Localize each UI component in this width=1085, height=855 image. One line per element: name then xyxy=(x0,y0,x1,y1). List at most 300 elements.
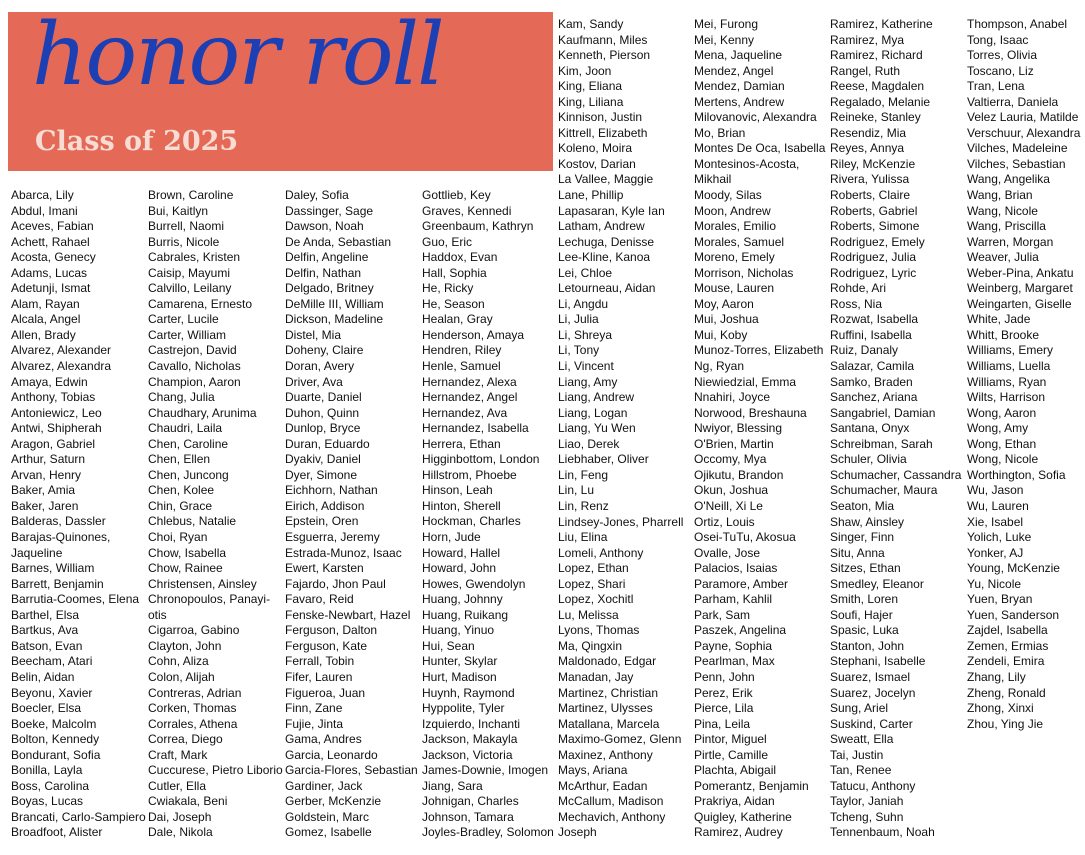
student-name: Allen, Brady xyxy=(11,327,76,342)
student-name: Kostov, Darian xyxy=(558,156,636,171)
student-name: Situ, Anna xyxy=(830,545,885,560)
student-name: Boeke, Malcolm xyxy=(11,716,97,731)
student-name: Reineke, Stanley xyxy=(830,110,921,125)
student-name: Lin, Feng xyxy=(558,467,609,482)
student-name: Matallana, Marcela xyxy=(558,716,660,731)
student-name: Dawson, Noah xyxy=(285,219,364,234)
student-name: Howard, John xyxy=(422,561,497,576)
student-name: Calvillo, Leilany xyxy=(148,281,232,296)
name-column-3 xyxy=(285,188,422,841)
student-name: Wong, Ethan xyxy=(967,436,1037,451)
student-name: Dassinger, Sage xyxy=(285,203,374,218)
student-name: Munoz-Torres, Elizabeth xyxy=(694,343,824,358)
student-name: Yuen, Bryan xyxy=(967,592,1033,607)
name-column-4 xyxy=(422,188,559,841)
student-name: Singer, Finn xyxy=(830,530,895,545)
student-name: Yu, Nicole xyxy=(967,576,1022,591)
student-name: Vilches, Sebastian xyxy=(967,156,1066,171)
student-name: Contreras, Adrian xyxy=(148,685,242,700)
student-name: Hendren, Riley xyxy=(422,343,502,358)
student-name: Schumacher, Cassandra xyxy=(830,467,962,482)
student-name: Zhou, Ying Jie xyxy=(967,716,1044,731)
student-name: Zhang, Lily xyxy=(967,669,1026,684)
student-name: Doheny, Claire xyxy=(285,343,364,358)
student-name: Niewiedzial, Emma xyxy=(694,374,797,389)
student-name: Ortiz, Louis xyxy=(694,514,755,529)
student-name: Quigley, Katherine xyxy=(694,809,792,824)
student-name: Alvarez, Alexandra xyxy=(11,359,112,374)
student-name: Lopez, Shari xyxy=(558,576,626,591)
student-name: Chronopoulos, Panayi- xyxy=(148,592,271,607)
student-name: Wang, Nicole xyxy=(967,203,1038,218)
student-name: Huang, Johnny xyxy=(422,592,503,607)
student-name: Antoniewicz, Leo xyxy=(11,405,102,420)
student-name: Verschuur, Alexandra xyxy=(967,125,1081,140)
student-name: Huang, Ruikang xyxy=(422,607,509,622)
student-name: Montes De Oca, Isabella xyxy=(694,141,826,156)
student-name: Bondurant, Sofia xyxy=(11,747,101,762)
student-name: Suskind, Carter xyxy=(830,716,913,731)
student-name: Young, McKenzie xyxy=(967,561,1060,576)
student-name: Montesinos-Acosta, xyxy=(694,156,800,171)
student-name: Clayton, John xyxy=(148,638,222,653)
student-name: Acosta, Genecy xyxy=(11,250,96,265)
name-column-5 xyxy=(558,17,695,841)
student-name: Johnigan, Charles xyxy=(422,794,519,809)
student-name: Adams, Lucas xyxy=(11,265,88,280)
student-name: Lyons, Thomas xyxy=(558,623,640,638)
student-name: Ma, Qingxin xyxy=(558,638,623,653)
student-name: Tcheng, Suhn xyxy=(830,809,904,824)
student-name: Schuler, Olivia xyxy=(830,452,907,467)
student-name: Morrison, Nicholas xyxy=(694,265,794,280)
student-name: Kittrell, Elizabeth xyxy=(558,125,648,140)
student-name: Eirich, Addison xyxy=(285,498,365,513)
student-name: Christensen, Ainsley xyxy=(148,576,257,591)
student-name: James-Downie, Imogen xyxy=(422,763,549,778)
student-name: Spasic, Luka xyxy=(830,623,899,638)
student-name: Izquierdo, Inchanti xyxy=(422,716,521,731)
student-name: Choi, Ryan xyxy=(148,530,208,545)
student-name: McArthur, Eadan xyxy=(558,778,648,793)
student-name: Wilts, Harrison xyxy=(967,390,1046,405)
student-name: Gama, Andres xyxy=(285,732,362,747)
student-name: Estrada-Munoz, Isaac xyxy=(285,545,402,560)
student-name: Zhong, Xinxi xyxy=(967,701,1034,716)
student-name: Rangel, Ruth xyxy=(830,63,901,78)
student-name: Norwood, Breshauna xyxy=(694,405,807,420)
name-column-8 xyxy=(967,17,1083,732)
student-name: Lapasaran, Kyle Ian xyxy=(558,203,665,218)
student-name: Wang, Priscilla xyxy=(967,219,1046,234)
student-name: Pierce, Lila xyxy=(694,701,754,716)
student-name: Nnahiri, Joyce xyxy=(694,390,771,405)
student-name: Chang, Julia xyxy=(148,390,215,405)
student-name: Koleno, Moira xyxy=(558,141,633,156)
student-name: Rivera, Yulissa xyxy=(830,172,910,187)
student-name: Gerber, McKenzie xyxy=(285,794,382,809)
student-name: Mui, Joshua xyxy=(694,312,759,327)
student-name: Boyas, Lucas xyxy=(11,794,84,809)
student-name: Dickson, Madeline xyxy=(285,312,384,327)
student-name: Letourneau, Aidan xyxy=(558,281,656,296)
student-name: Maxinez, Anthony xyxy=(558,747,653,762)
student-name: Joyles-Bradley, Solomon xyxy=(422,825,554,840)
student-name: Chen, Juncong xyxy=(148,467,229,482)
student-name: Gardiner, Jack xyxy=(285,778,363,793)
student-name: Goldstein, Marc xyxy=(285,809,370,824)
student-name: Paszek, Angelina xyxy=(694,623,787,638)
student-name: Ruffini, Isabella xyxy=(830,327,912,342)
student-name: Liebhaber, Oliver xyxy=(558,452,649,467)
student-name: Eichhorn, Nathan xyxy=(285,483,378,498)
student-name: Torres, Olivia xyxy=(967,48,1038,63)
student-name: King, Liliana xyxy=(558,94,624,109)
student-name: Delfin, Nathan xyxy=(285,265,362,280)
student-name: Mikhail xyxy=(694,172,732,187)
student-name: Anthony, Tobias xyxy=(11,390,96,405)
student-name: Finn, Zane xyxy=(285,701,343,716)
student-name: Alam, Rayan xyxy=(11,296,80,311)
student-name: Boss, Carolina xyxy=(11,778,90,793)
student-name: Aceves, Fabian xyxy=(11,219,94,234)
student-name: Lin, Renz xyxy=(558,498,609,513)
student-name: Chen, Caroline xyxy=(148,436,229,451)
student-name: Garcia, Leonardo xyxy=(285,747,378,762)
student-name: Lin, Lu xyxy=(558,483,595,498)
student-name: Reyes, Annya xyxy=(830,141,905,156)
student-name: Maximo-Gomez, Glenn xyxy=(558,732,682,747)
student-name: Nwiyor, Blessing xyxy=(694,421,783,436)
student-name: Pintor, Miguel xyxy=(694,732,767,747)
student-name: Xie, Isabel xyxy=(967,514,1024,529)
student-name: Lei, Chloe xyxy=(558,265,613,280)
student-name: Baker, Amia xyxy=(11,483,76,498)
student-name: Arthur, Saturn xyxy=(11,452,86,467)
student-name: Hernandez, Angel xyxy=(422,390,518,405)
student-name: Lane, Phillip xyxy=(558,188,624,203)
student-name: Li, Angdu xyxy=(558,296,609,311)
student-name: Kenneth, Pierson xyxy=(558,48,651,63)
student-name: Tai, Justin xyxy=(830,747,884,762)
student-name: Weaver, Julia xyxy=(967,250,1039,265)
student-name: Sung, Ariel xyxy=(830,701,889,716)
student-name: Higginbottom, London xyxy=(422,452,540,467)
student-name: Adetunji, Ismat xyxy=(11,281,91,296)
student-name: Mertens, Andrew xyxy=(694,94,785,109)
name-column-6 xyxy=(694,17,831,841)
student-name: Jackson, Makayla xyxy=(422,732,518,747)
student-name: Gomez, Isabelle xyxy=(285,825,372,840)
name-column-2 xyxy=(148,188,285,841)
student-name: Okun, Joshua xyxy=(694,483,769,498)
student-name: Hernandez, Alexa xyxy=(422,374,517,389)
student-name: Rodriguez, Julia xyxy=(830,250,917,265)
student-name: Plachta, Abigail xyxy=(694,763,777,778)
student-name: White, Jade xyxy=(967,312,1031,327)
student-name: Horn, Jude xyxy=(422,530,481,545)
student-name: Ojikutu, Brandon xyxy=(694,467,784,482)
student-name: Latham, Andrew xyxy=(558,219,645,234)
student-name: Zheng, Ronald xyxy=(967,685,1046,700)
student-name: Dyer, Simone xyxy=(285,467,358,482)
student-name: Stanton, John xyxy=(830,638,905,653)
student-name: Epstein, Oren xyxy=(285,514,359,529)
student-name: Distel, Mia xyxy=(285,327,342,342)
student-name: Ruiz, Danaly xyxy=(830,343,899,358)
student-name: Barnes, William xyxy=(11,561,95,576)
student-name: Chlebus, Natalie xyxy=(148,514,237,529)
student-name: Parham, Kahlil xyxy=(694,592,773,607)
student-name: Manadan, Jay xyxy=(558,669,634,684)
student-name: Alvarez, Alexander xyxy=(11,343,112,358)
student-name: Liang, Logan xyxy=(558,405,628,420)
student-name: Cwiakala, Beni xyxy=(148,794,228,809)
student-name: Schreibman, Sarah xyxy=(830,436,933,451)
student-name: Yonker, AJ xyxy=(967,545,1024,560)
student-name: Kam, Sandy xyxy=(558,17,624,31)
student-name: Herrera, Ethan xyxy=(422,436,501,451)
student-name: Wong, Amy xyxy=(967,421,1029,436)
student-name: Delgado, Britney xyxy=(285,281,374,296)
name-column-1 xyxy=(11,188,148,841)
student-name: Wang, Angelika xyxy=(967,172,1050,187)
student-name: Fujie, Jinta xyxy=(285,716,344,731)
student-name: Burris, Nicole xyxy=(148,234,220,249)
student-name: Palacios, Isaias xyxy=(694,561,778,576)
student-name: Schumacher, Maura xyxy=(830,483,938,498)
student-name: Sanchez, Ariana xyxy=(830,390,918,405)
student-name: Gottlieb, Key xyxy=(422,188,491,202)
student-name: Ramirez, Katherine xyxy=(830,17,933,31)
student-name: Suarez, Jocelyn xyxy=(830,685,916,700)
student-name: Martinez, Christian xyxy=(558,685,659,700)
student-name: Ramirez, Audrey xyxy=(694,825,783,840)
student-name: Liu, Elina xyxy=(558,530,608,545)
student-name: Ovalle, Jose xyxy=(694,545,761,560)
student-name: Barajas-Quinones, xyxy=(11,530,111,545)
student-name: Correa, Diego xyxy=(148,732,223,747)
student-name: Lee-Kline, Kanoa xyxy=(558,250,651,265)
student-name: Beecham, Atari xyxy=(11,654,93,669)
student-name: Duarte, Daniel xyxy=(285,390,362,405)
student-name: Shaw, Ainsley xyxy=(830,514,905,529)
student-name: Corken, Thomas xyxy=(148,701,237,716)
student-name: Suarez, Ismael xyxy=(830,669,911,684)
student-name: Vilches, Madeleine xyxy=(967,141,1068,156)
student-name: Salazar, Camila xyxy=(830,359,915,374)
student-name: Ewert, Karsten xyxy=(285,561,364,576)
student-name: Driver, Ava xyxy=(285,374,343,389)
student-name: Hyppolite, Tyler xyxy=(422,701,505,716)
student-name: Whitt, Brooke xyxy=(967,327,1040,342)
student-name: Occomy, Mya xyxy=(694,452,767,467)
student-name: He, Ricky xyxy=(422,281,474,296)
student-name: Moon, Andrew xyxy=(694,203,771,218)
student-name: Rozwat, Isabella xyxy=(830,312,919,327)
student-name: Mays, Ariana xyxy=(558,763,628,778)
student-name: Park, Sam xyxy=(694,607,751,622)
student-name: Cohn, Aliza xyxy=(148,654,209,669)
student-name: Jackson, Victoria xyxy=(422,747,513,762)
student-name: Jaqueline xyxy=(11,545,63,560)
student-name: Santana, Onyx xyxy=(830,421,910,436)
student-name: Alcala, Angel xyxy=(11,312,81,327)
student-name: Kim, Joon xyxy=(558,63,612,78)
student-name: O'Brien, Martin xyxy=(694,436,774,451)
student-name: McCallum, Madison xyxy=(558,794,664,809)
student-name: Mechavich, Anthony xyxy=(558,809,666,824)
student-name: Ramirez, Richard xyxy=(830,48,923,63)
student-name: Roberts, Gabriel xyxy=(830,203,918,218)
student-name: Roberts, Claire xyxy=(830,188,911,203)
class-year-subtitle: Class of 2025 xyxy=(35,126,239,157)
student-name: Bonilla, Layla xyxy=(11,763,83,778)
student-name: Thompson, Anabel xyxy=(967,17,1068,31)
student-name: Riley, McKenzie xyxy=(830,156,916,171)
student-name: Chow, Isabella xyxy=(148,545,227,560)
student-name: Balderas, Dassler xyxy=(11,514,106,529)
student-name: Dai, Joseph xyxy=(148,809,212,824)
student-name: Howes, Gwendolyn xyxy=(422,576,526,591)
student-name: Hinton, Sherell xyxy=(422,498,501,513)
student-name: Kaufmann, Miles xyxy=(558,32,648,47)
student-name: Wong, Nicole xyxy=(967,452,1039,467)
student-name: otis xyxy=(148,607,167,622)
student-name: Williams, Luella xyxy=(967,359,1051,374)
student-name: Weber-Pina, Ankatu xyxy=(967,265,1074,280)
student-name: Li, Tony xyxy=(558,343,600,358)
student-name: Abarca, Lily xyxy=(11,188,74,202)
student-name: Baker, Jaren xyxy=(11,498,79,513)
student-name: Barrett, Benjamin xyxy=(11,576,104,591)
student-name: Hernandez, Isabella xyxy=(422,421,529,436)
student-name: Lechuga, Denisse xyxy=(558,234,655,249)
student-name: Lopez, Ethan xyxy=(558,561,629,576)
student-name: Weinberg, Margaret xyxy=(967,281,1073,296)
student-name: Reese, Magdalen xyxy=(830,79,925,94)
student-name: Ng, Ryan xyxy=(694,359,745,374)
student-name: Tran, Lena xyxy=(967,79,1025,94)
student-name: Mei, Furong xyxy=(694,17,759,31)
student-name: Taylor, Janiah xyxy=(830,794,904,809)
student-name: Rohde, Ari xyxy=(830,281,887,296)
name-column-7 xyxy=(830,17,967,841)
student-name: Abdul, Imani xyxy=(11,203,78,218)
student-name: Cutler, Ella xyxy=(148,778,207,793)
student-name: Penn, John xyxy=(694,669,755,684)
student-name: Dale, Nikola xyxy=(148,825,213,840)
student-name: Velez Lauria, Matilde xyxy=(967,110,1079,125)
student-name: Carter, Lucile xyxy=(148,312,219,327)
student-name: Jiang, Sara xyxy=(422,778,483,793)
student-name: Tennenbaum, Noah xyxy=(830,825,935,840)
student-name: Smedley, Eleanor xyxy=(830,576,924,591)
student-name: Kinnison, Justin xyxy=(558,110,643,125)
student-name: Lopez, Xochitl xyxy=(558,592,634,607)
student-name: Liang, Yu Wen xyxy=(558,421,636,436)
student-name: Roberts, Simone xyxy=(830,219,920,234)
student-name: Li, Vincent xyxy=(558,359,614,374)
student-name: O'Neill, Xi Le xyxy=(694,498,763,513)
student-name: Liao, Derek xyxy=(558,436,620,451)
student-name: De Anda, Sebastian xyxy=(285,234,392,249)
student-name: Williams, Ryan xyxy=(967,374,1047,389)
student-name: Li, Shreya xyxy=(558,327,613,342)
student-name: Sweatt, Ella xyxy=(830,732,894,747)
student-name: Chaudri, Laila xyxy=(148,421,223,436)
student-name: Amaya, Edwin xyxy=(11,374,88,389)
student-name: Dunlop, Bryce xyxy=(285,421,361,436)
student-name: Pirtle, Camille xyxy=(694,747,769,762)
student-name: Fifer, Lauren xyxy=(285,669,353,684)
student-name: Duran, Eduardo xyxy=(285,436,370,451)
student-name: Sangabriel, Damian xyxy=(830,405,936,420)
student-name: Dyakiv, Daniel xyxy=(285,452,361,467)
student-name: Prakriya, Aidan xyxy=(694,794,775,809)
student-name: Delfin, Angeline xyxy=(285,250,369,265)
student-name: Hillstrom, Phoebe xyxy=(422,467,517,482)
student-name: Johnson, Tamara xyxy=(422,809,514,824)
student-name: Achett, Rahael xyxy=(11,234,90,249)
student-name: Morales, Samuel xyxy=(694,234,785,249)
student-name: Henle, Samuel xyxy=(422,359,501,374)
student-name: Weingarten, Giselle xyxy=(967,296,1072,311)
student-name: Batson, Evan xyxy=(11,638,83,653)
student-name: Smith, Loren xyxy=(830,592,899,607)
student-name: Doran, Avery xyxy=(285,359,355,374)
student-name: Seaton, Mia xyxy=(830,498,895,513)
student-name: Samko, Braden xyxy=(830,374,913,389)
student-name: Duhon, Quinn xyxy=(285,405,360,420)
student-name: Tatucu, Anthony xyxy=(830,778,916,793)
student-name: Mouse, Lauren xyxy=(694,281,775,296)
student-name: Hinson, Leah xyxy=(422,483,493,498)
student-name: Wu, Lauren xyxy=(967,498,1029,513)
student-name: Yolich, Luke xyxy=(967,530,1032,545)
student-name: Chaudhary, Arunima xyxy=(148,405,257,420)
student-name: Fenske-Newbart, Hazel xyxy=(285,607,411,622)
student-name: Belin, Aidan xyxy=(11,669,75,684)
student-name: Morales, Emilio xyxy=(694,219,777,234)
student-name: Perez, Erik xyxy=(694,685,753,700)
student-name: Zajdel, Isabella xyxy=(967,623,1048,638)
student-name: Mo, Brian xyxy=(694,125,746,140)
student-name: Chin, Grace xyxy=(148,498,213,513)
student-name: Colon, Alijah xyxy=(148,669,215,684)
student-name: Mendez, Damian xyxy=(694,79,785,94)
student-name: Milovanovic, Alexandra xyxy=(694,110,817,125)
student-name: Hunter, Skylar xyxy=(422,654,498,669)
student-name: Figueroa, Juan xyxy=(285,685,366,700)
student-name: Payne, Sophia xyxy=(694,638,773,653)
student-name: La Vallee, Maggie xyxy=(558,172,654,187)
student-name: Healan, Gray xyxy=(422,312,493,327)
student-name: Moy, Aaron xyxy=(694,296,754,311)
student-name: Hall, Sophia xyxy=(422,265,487,280)
student-name: Lindsey-Jones, Pharrell xyxy=(558,514,684,529)
student-name: Howard, Hallel xyxy=(422,545,501,560)
student-name: Paramore, Amber xyxy=(694,576,789,591)
honor-roll-banner xyxy=(8,12,553,171)
student-name: Haddox, Evan xyxy=(422,250,498,265)
student-name: Mei, Kenny xyxy=(694,32,755,47)
student-name: Tan, Renee xyxy=(830,763,892,778)
student-name: Valtierra, Daniela xyxy=(967,94,1059,109)
student-name: Esguerra, Jeremy xyxy=(285,530,380,545)
student-name: Ross, Nia xyxy=(830,296,883,311)
student-name: Hurt, Madison xyxy=(422,669,497,684)
